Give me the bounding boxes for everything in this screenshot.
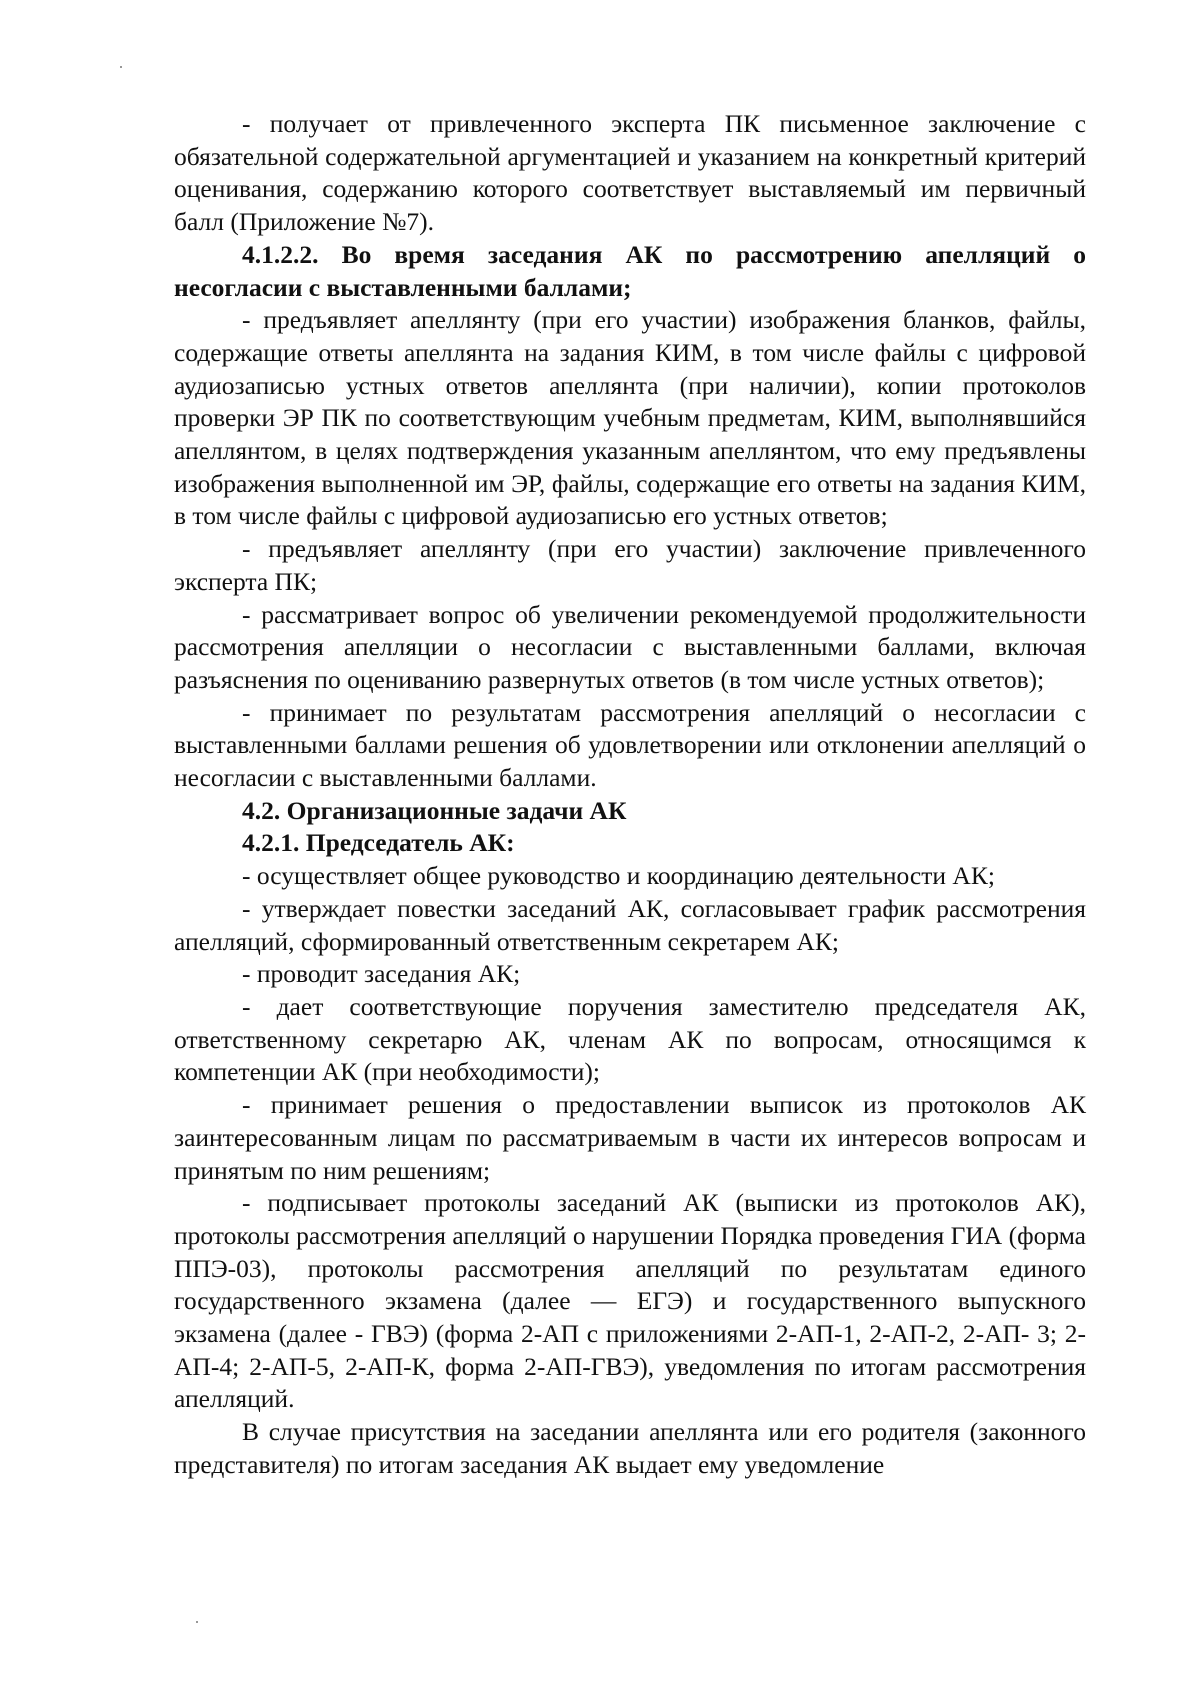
paragraph-consider-duration: - рассматривает вопрос об увеличении рекомендуемой продолжительности рассмотрения апелляции о несогласии с выставленными баллами, включая разъяснения по оцениванию развернутых ответов (в том числе устных ответов); (174, 599, 1086, 694)
paragraph-present-images: - предъявляет апеллянту (при его участии) изображения бланков, файлы, содержащие ответы апеллянта на задания КИМ, в том числе файлы с цифровой аудиозаписью устных ответов апеллянта (при наличии), копии протоколов проверки ЭР ПК по соответствующим учебным предметам, КИМ, выполнявшийся апеллянтом, в целях подтверждения указанным апеллянтом, что ему предъявлены изображения выполненной им ЭР, файлы, содержащие его ответы на задания КИМ, в том числе файлы с цифровой аудиозаписью его устных ответов; (174, 305, 1086, 531)
paragraph-sign-protocols: - подписывает протоколы заседаний АК (выписки из протоколов АК), протоколы рассмотрения апелляций о нарушении Порядка проведения ГИА (форма ППЭ-03), протоколы рассмотрения апелляций по результатам единого государственного экзамена (далее — ЕГЭ) и государственного выпускного экзамена (далее - ГВЭ) (форма 2-АП с приложениями 2-АП-1, 2-АП-2, 2-АП- 3; 2-АП-4; 2-АП-5, 2-АП-К, форма 2-АП-ГВЭ), уведомления по итогам рассмотрения апелляций. (174, 1188, 1086, 1414)
paragraph-extracts-decisions: - принимает решения о предоставлении выписок из протоколов АК заинтересованным лицам по рассматриваемым в части их интересов вопросам и принятым по ним решениям; (174, 1090, 1086, 1185)
scan-speck (120, 66, 122, 68)
paragraph-make-decisions: - принимает по результатам рассмотрения апелляций о несогласии с выставленными баллами решения об удовлетворении или отклонении апелляций о несогласии с выставленными баллами. (174, 697, 1086, 793)
paragraph-issue-notification: В случае присутствия на заседании апеллянта или его родителя (законного представителя) по итогам заседания АК выдает ему уведомление (174, 1417, 1086, 1479)
section-heading-4-2: 4.2. Организационные задачи АК (242, 795, 627, 825)
paragraph-present-expert-conclusion: - предъявляет апеллянту (при его участии) заключение привлеченного эксперта ПК; (174, 534, 1086, 596)
paragraph-give-instructions: - дает соответствующие поручения заместителю председателя АК, ответственному секретарю АК, членам АК по вопросам, относящимся к компетенции АК (при необходимости); (174, 991, 1086, 1087)
paragraph-approve-agenda: - утверждает повестки заседаний АК, согласовывает график рассмотрения апелляций, сформированный ответственным секретарем АК; (174, 893, 1086, 956)
document-body (174, 108, 1086, 1482)
paragraph-general-management: - осуществляет общее руководство и координацию деятельности АК; (242, 861, 995, 891)
paragraph-hold-meetings: - проводит заседания АК; (242, 959, 521, 989)
scan-speck (196, 1621, 198, 1623)
paragraph-expert-conclusion: - получает от привлеченного эксперта ПК письменное заключение с обязательной содержательной аргументацией и указанием на конкретный критерий оценивания, содержанию которого соответствует выставляемый им первичный балл (Приложение №7). (174, 109, 1086, 237)
section-heading-4-2-1: 4.2.1. Председатель АК: (242, 828, 515, 858)
section-heading-4-1-2-2: 4.1.2.2. Во время заседания АК по рассмотрению апелляций о несогласии с выставленными баллами; (174, 239, 1086, 302)
